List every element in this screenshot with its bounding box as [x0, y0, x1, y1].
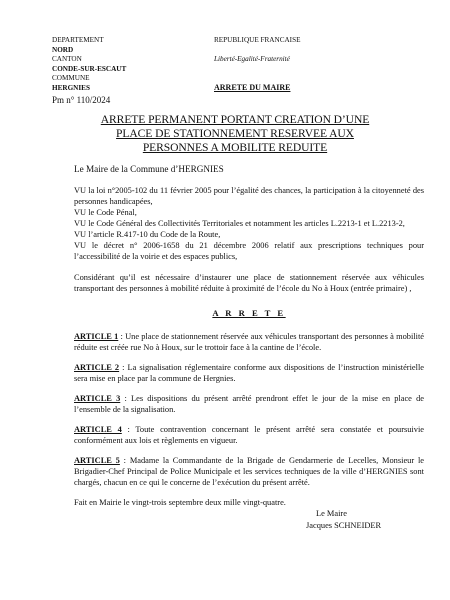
article-text: : Madame la Commandante de la Brigade de Gendarmerie de Lecelles, Monsieur le Brigadier-Chef Principal de Police Municipale et les services techniques de la ville d’HERGNIES sont chargés, chacun en ce qui le concerne de l’exécution du présent arrêté. — [74, 456, 424, 487]
article-label: ARTICLE 3 — [74, 394, 121, 403]
department-label: DEPARTEMENT — [52, 36, 104, 44]
article-label: ARTICLE 5 — [74, 456, 120, 465]
article-text: : Toute contravention concernant le présent arrêté sera constatée et poursuivie conformément aux lois et règlements en vigueur. — [74, 425, 424, 445]
commune-name: HERGNIES — [52, 83, 90, 92]
arrete-heading: A R R E T E — [212, 308, 286, 318]
canton-name: CONDE-SUR-ESCAUT — [52, 64, 127, 73]
commune-label: COMMUNE — [52, 74, 90, 83]
mayor-intro: Le Maire de la Commune d’HERGNIES — [74, 164, 224, 174]
article-2 — [74, 362, 424, 384]
signature-role: Le Maire — [316, 509, 347, 518]
fait-en-mairie: Fait en Mairie le vingt-trois septembre deux mille vingt-quatre. — [74, 498, 286, 507]
considerant-paragraph: Considérant qu’il est nécessaire d’instaurer une place de stationnement réservée aux véhicules transportant des personnes à mobilité réduite à proximité de l’école du No à Houx (entrée primaire) , — [74, 273, 424, 293]
visa-item: VU l’article R.417-10 du Code de la Route, — [74, 230, 221, 239]
article-text: : La signalisation réglementaire conforme aux dispositions de l’instruction ministérielle sera mise en place par la commune de Hergnies. — [74, 363, 424, 383]
title-line-1: ARRETE PERMANENT PORTANT CREATION D’UNE — [100, 113, 370, 126]
document-body — [74, 164, 424, 532]
department-name: NORD — [52, 45, 74, 54]
visa-item: VU la loi n°2005-102 du 11 février 2005 pour l’égalité des chances, la participation à la citoyenneté des personnes handicapées, — [74, 186, 424, 206]
article-label: ARTICLE 1 — [74, 332, 119, 341]
visa-item: VU le Code Général des Collectivités Territoriales et notamment les articles L.2213-1 et L.2213-2, — [74, 219, 405, 228]
document-title — [60, 113, 410, 154]
article-5 — [74, 455, 424, 488]
arrete-du-maire-label: ARRETE DU MAIRE — [214, 83, 291, 93]
article-text: : Les dispositions du présent arrêté prendront effet le jour de la mise en place de l’ensemble de la signalisation. — [74, 394, 424, 414]
article-label: ARTICLE 4 — [74, 425, 122, 434]
canton-label: CANTON — [52, 55, 82, 64]
visa-item: VU le Code Pénal, — [74, 208, 137, 217]
visa-item: VU le décret n° 2006-1658 du 21 décembre 2006 relatif aux prescriptions techniques pour l’accessibilité de la voirie et des espaces publics, — [74, 241, 424, 261]
title-line-3: PERSONNES A MOBILITE REDUITE — [142, 140, 328, 154]
header-right — [214, 36, 414, 93]
header-left — [52, 36, 192, 106]
article-text: : Une place de stationnement réservée aux véhicules transportant des personnes à mobilité réduite est créée rue No à Houx, sur le trottoir face à la cantine de l’école. — [74, 332, 424, 352]
signature-block — [306, 508, 424, 532]
reference-number: Pm n° 110/2024 — [52, 94, 111, 105]
article-4 — [74, 424, 424, 446]
title-line-2: PLACE DE STATIONNEMENT RESERVEE AUX — [116, 126, 354, 140]
republic-label: REPUBLIQUE FRANCAISE — [214, 36, 301, 44]
article-1 — [74, 331, 424, 353]
article-label: ARTICLE 2 — [74, 363, 120, 372]
signature-name: Jacques SCHNEIDER — [306, 521, 382, 530]
visas-list — [74, 185, 424, 262]
republic-motto: Liberté-Egalité-Fraternité — [214, 55, 290, 64]
article-3 — [74, 393, 424, 415]
